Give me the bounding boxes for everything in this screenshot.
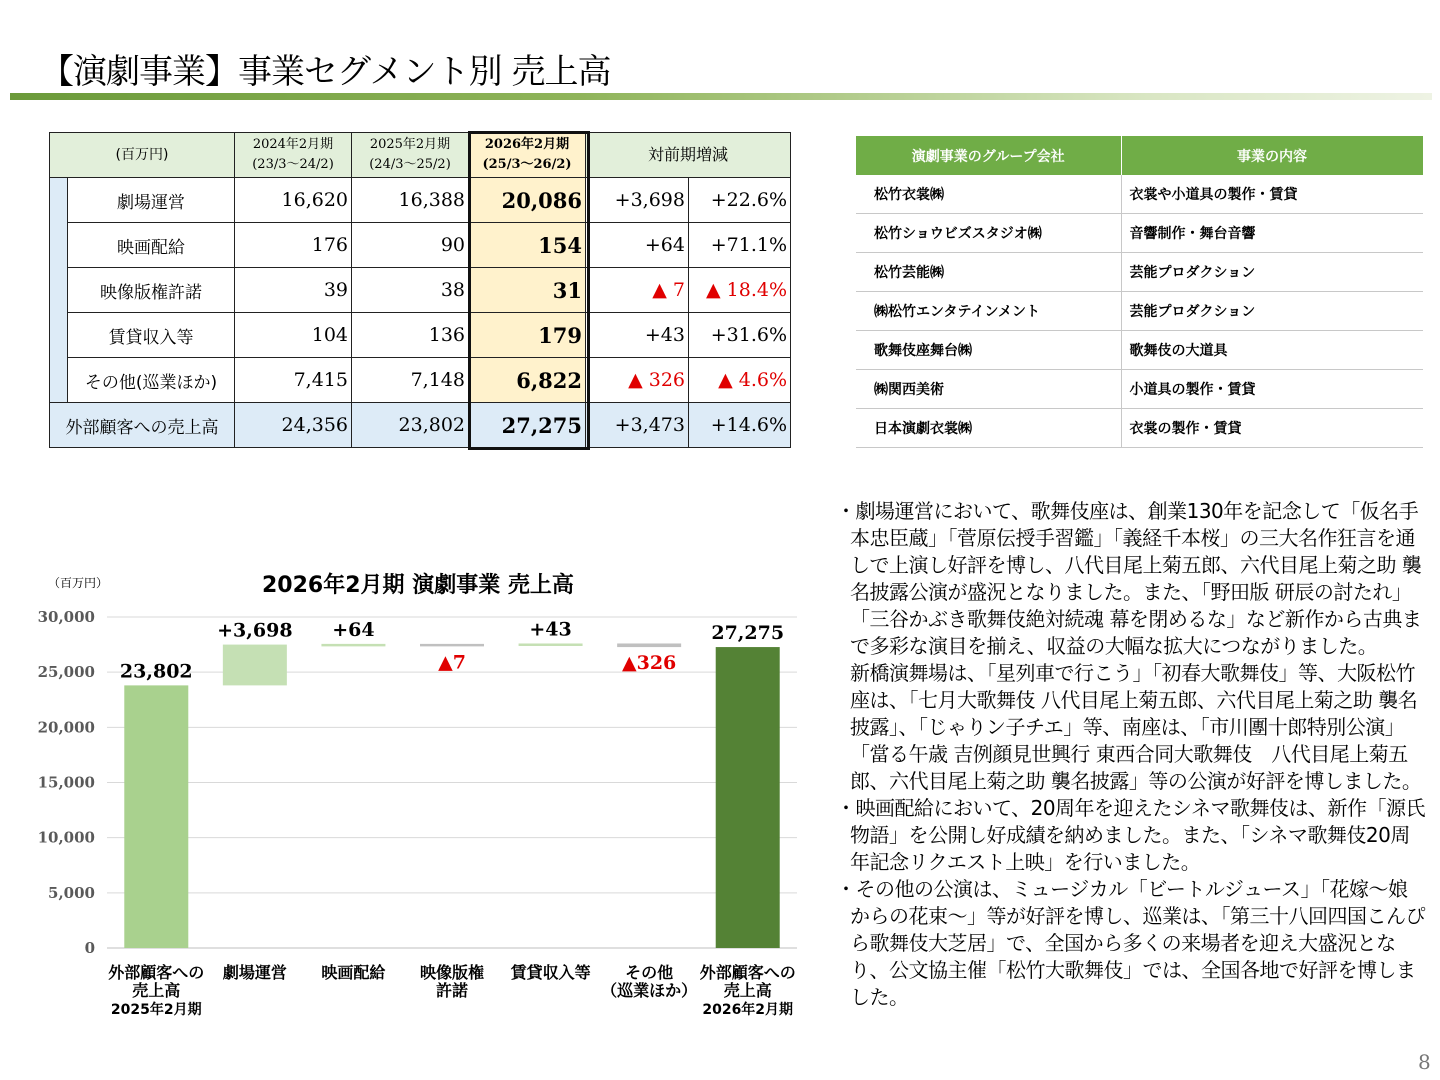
bar xyxy=(321,644,385,647)
y-tick-label: 30,000 xyxy=(37,608,95,626)
business-content: 小道具の製作・賃貸 xyxy=(1121,370,1423,409)
group-companies-table xyxy=(856,136,1424,448)
business-content: 芸能プロダクション xyxy=(1121,253,1423,292)
x-category-label: （巡業ほか） xyxy=(601,981,698,1000)
company-name: ㈱松竹エンタテインメント xyxy=(856,292,1121,331)
commentary-paragraph: ・劇場運営において、歌舞伎座は、創業130年を記念して「仮名手本忠臣蔵」「菅原伝授手習鑑」「義経千本桜」の三大名作狂言を通しで上演し好評を博し、八代目尾上菊五郎、六代目尾上菊之助 襲名披露公演が盛況となりました。また、「野田版 研辰の討たれ」「三谷かぶき歌舞伎絶対続魂 幕を閉めるな」など新作から古典まで多彩な演目を揃え、収益の大幅な拡大につながりました。 xyxy=(836,499,1422,658)
company-name: 松竹芸能㈱ xyxy=(856,253,1121,292)
unit-header: (百万円) xyxy=(50,133,235,178)
segment-label: その他(巡業ほか) xyxy=(68,358,235,403)
value-2024: 16,620 xyxy=(235,178,352,223)
x-category-label: 許諾 xyxy=(435,981,469,1000)
business-content: 衣裳や小道具の製作・賃貸 xyxy=(1121,175,1423,214)
y-tick-label: 10,000 xyxy=(37,828,95,847)
value-2026: 179 xyxy=(469,313,586,358)
y-tick-label: 5,000 xyxy=(48,883,95,902)
y-tick-label: 0 xyxy=(84,939,95,957)
value-2025: 16,388 xyxy=(352,178,469,223)
x-category-label: 映像版権 xyxy=(419,963,485,982)
data-label: +43 xyxy=(529,618,572,641)
change-percent: +22.6% xyxy=(689,178,791,223)
table-row xyxy=(856,253,1423,292)
segment-label: 賃貸収入等 xyxy=(68,313,235,358)
data-label: +64 xyxy=(332,618,375,641)
value-2025: 7,148 xyxy=(352,358,469,403)
commentary-block xyxy=(836,498,1426,1011)
y-tick-label: 15,000 xyxy=(37,773,95,792)
value-2024: 176 xyxy=(235,223,352,268)
value-2026: 20,086 xyxy=(469,178,586,223)
commentary-paragraph: ・映画配給において、20周年を迎えたシネマ歌舞伎は、新作「源氏物語」を公開し好成績を納めました。また、「シネマ歌舞伎20周年記念リクエスト上映」を行いました。 xyxy=(836,796,1425,874)
x-category-label: 2025年2月期 xyxy=(110,1002,202,1018)
bar xyxy=(617,643,681,647)
bar xyxy=(716,647,780,948)
company-name: 松竹衣裳㈱ xyxy=(856,175,1121,214)
value-2026: 154 xyxy=(469,223,586,268)
group-company-header: 演劇事業のグループ会社 xyxy=(856,136,1121,175)
change-amount: ▲ 7 xyxy=(586,268,689,313)
chart-unit-label: （百万円） xyxy=(48,576,109,590)
value-2025: 38 xyxy=(352,268,469,313)
segment-label: 映像版権許諾 xyxy=(68,268,235,313)
business-content-header: 事業の内容 xyxy=(1121,136,1423,175)
company-name: ㈱関西美術 xyxy=(856,370,1121,409)
table-row xyxy=(856,409,1423,448)
bar xyxy=(124,685,188,948)
data-label: ▲326 xyxy=(622,652,677,675)
x-category-label: 売上高 xyxy=(132,981,181,1000)
value-2025: 136 xyxy=(352,313,469,358)
change-header: 対前期増減 xyxy=(586,133,791,178)
bar xyxy=(223,645,287,686)
period-header-2024: 2024年2月期 (23/3～24/2) xyxy=(235,133,352,178)
company-name: 日本演劇衣裳㈱ xyxy=(856,409,1121,448)
data-label: +3,698 xyxy=(217,619,293,642)
y-tick-label: 25,000 xyxy=(37,663,95,682)
x-category-label: 売上高 xyxy=(723,981,772,1000)
x-category-label: 外部顧客への xyxy=(699,963,796,982)
company-name: 歌舞伎座舞台㈱ xyxy=(856,331,1121,370)
total-label: 外部顧客への売上高 xyxy=(50,403,235,448)
total-change-amount: +3,473 xyxy=(586,403,689,448)
chart-title: 2026年2月期 演劇事業 売上高 xyxy=(262,573,574,598)
y-tick-label: 20,000 xyxy=(37,718,95,737)
page-number: 8 xyxy=(1418,1050,1431,1074)
change-amount: +43 xyxy=(586,313,689,358)
period-header-2025: 2025年2月期 (24/3～25/2) xyxy=(352,133,469,178)
bar xyxy=(420,644,484,647)
value-2025: 90 xyxy=(352,223,469,268)
x-category-label: 2026年2月期 xyxy=(702,1002,794,1018)
bar xyxy=(519,643,583,646)
data-label: 27,275 xyxy=(711,622,785,645)
company-name: 松竹ショウビズスタジオ㈱ xyxy=(856,214,1121,253)
table-row xyxy=(856,175,1423,214)
data-label: ▲7 xyxy=(438,651,466,674)
total-2024: 24,356 xyxy=(235,403,352,448)
segment-label: 映画配給 xyxy=(68,223,235,268)
change-percent: +31.6% xyxy=(689,313,791,358)
business-content: 音響制作・舞台音響 xyxy=(1121,214,1423,253)
total-2025: 23,802 xyxy=(352,403,469,448)
business-content: 歌舞伎の大道具 xyxy=(1121,331,1423,370)
table-row xyxy=(856,331,1423,370)
value-2026: 6,822 xyxy=(469,358,586,403)
page-title: 【演劇事業】事業セグメント別 売上高 xyxy=(40,52,611,92)
total-2026: 27,275 xyxy=(469,403,586,448)
change-amount: +3,698 xyxy=(586,178,689,223)
change-amount: +64 xyxy=(586,223,689,268)
change-percent: +71.1% xyxy=(689,223,791,268)
business-content: 衣裳の製作・賃貸 xyxy=(1121,409,1423,448)
change-percent: ▲ 18.4% xyxy=(689,268,791,313)
x-category-label: 外部顧客への xyxy=(108,963,205,982)
x-category-label: その他 xyxy=(625,963,674,982)
business-content: 芸能プロダクション xyxy=(1121,292,1423,331)
x-category-label: 賃貸収入等 xyxy=(510,963,591,982)
table-row xyxy=(856,214,1423,253)
table-row xyxy=(856,292,1423,331)
value-2024: 7,415 xyxy=(235,358,352,403)
value-2024: 104 xyxy=(235,313,352,358)
value-2024: 39 xyxy=(235,268,352,313)
period-header-2026: 2026年2月期 (25/3～26/2) xyxy=(469,133,586,178)
segment-label: 劇場運営 xyxy=(68,178,235,223)
table-row xyxy=(856,370,1423,409)
total-change-percent: +14.6% xyxy=(689,403,791,448)
x-category-label: 映画配給 xyxy=(321,963,386,982)
x-category-label: 劇場運営 xyxy=(222,963,287,982)
commentary-paragraph: ・その他の公演は、ミュージカル「ビートルジュース」「花嫁～娘からの花束～」等が好評を博し、巡業は、「第三十八回四国こんぴら歌舞伎大芝居」で、全国から多くの来場者を迎え大盛況となり、公文協主催「松竹大歌舞伎」では、全国各地で好評を博しました。 xyxy=(836,877,1425,1009)
value-2026: 31 xyxy=(469,268,586,313)
commentary-paragraph: 新橋演舞場は、「星列車で行こう」「初春大歌舞伎」等、大阪松竹座は、「七月大歌舞伎 八代目尾上菊五郎、六代目尾上菊之助 襲名披露」、「じゃりン子チエ」等、南座は、「市川團十郎特別公演」「當る午歳 吉例顔見世興行 東西合同大歌舞伎 八代目尾上菊五郎、六代目尾上菊之助 襲名披露」等の公演が好評を博しました。 xyxy=(850,661,1422,793)
change-percent: ▲ 4.6% xyxy=(689,358,791,403)
change-amount: ▲ 326 xyxy=(586,358,689,403)
data-label: 23,802 xyxy=(119,660,193,683)
